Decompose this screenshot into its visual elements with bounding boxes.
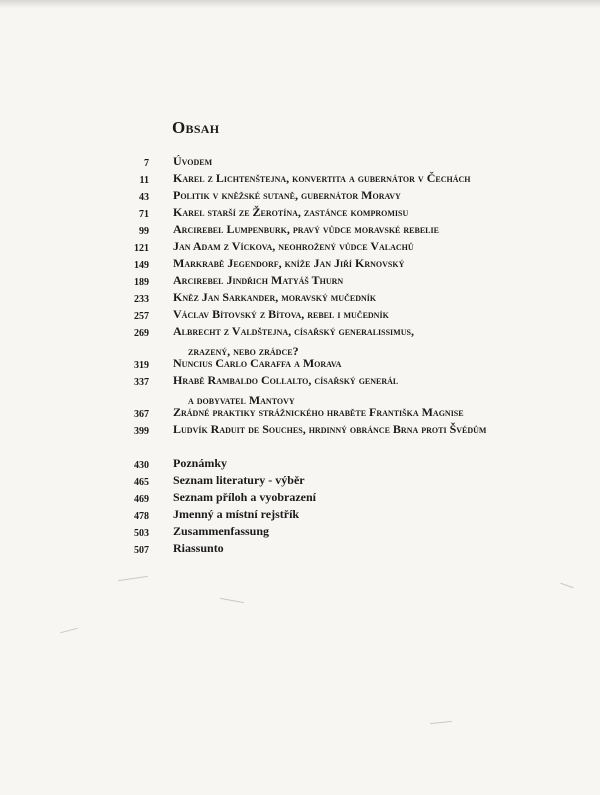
toc-title: Hrabě Rambaldo Collalto, císařský generál	[173, 373, 399, 387]
toc-page-number: 11	[139, 175, 149, 186]
toc-page-number: 337	[134, 377, 149, 388]
scan-speck	[430, 721, 452, 724]
toc-title: Albrecht z Valdštejna, císařský generalissimus,	[173, 324, 414, 338]
toc-title: Markrabě Jegendorf, kníže Jan Jiří Krnovský	[173, 256, 405, 270]
toc-page-number: 367	[134, 409, 149, 420]
toc-title-continuation: a dobyvatel Mantovy	[188, 393, 295, 407]
toc-title: Karel starší ze Žerotína, zastánce kompromisu	[173, 205, 409, 219]
toc-page-number: 99	[139, 226, 149, 237]
toc-appendix-entry	[0, 541, 600, 561]
scan-shadow	[0, 0, 600, 8]
toc-title: Arcirebel Lumpenburk, pravý vůdce moravské rebelie	[173, 222, 439, 236]
toc-title: Nuncius Carlo Caraffa a Morava	[173, 356, 342, 370]
toc-page-number: 233	[134, 294, 149, 305]
toc-page-number: 189	[134, 277, 149, 288]
scan-speck	[118, 576, 148, 581]
toc-title-continuation: zrazený, nebo zrádce?	[188, 344, 299, 358]
toc-title: Jan Adam z Víckova, neohrožený vůdce Valachů	[173, 239, 414, 253]
toc-title: Zrádné praktiky strážnického hraběte Františka Magnise	[173, 405, 464, 419]
page-title: Obsah	[172, 118, 220, 137]
toc-page-number: 507	[134, 545, 149, 556]
toc-page-number: 478	[134, 511, 149, 522]
toc-page-number: 430	[134, 460, 149, 471]
toc-title: Seznam příloh a vyobrazení	[173, 490, 316, 504]
toc-title: Karel z Lichtenštejna, konvertita a gubernátor v Čechách	[173, 171, 471, 185]
toc-page-number: 503	[134, 528, 149, 539]
toc-title: Jmenný a místní rejstřík	[173, 507, 300, 521]
toc-page-number: 43	[139, 192, 149, 203]
toc-page-number: 465	[134, 477, 149, 488]
toc-title: Zusammenfassung	[173, 524, 270, 538]
toc-title: Poznámky	[173, 456, 227, 470]
scan-speck	[220, 598, 244, 603]
toc-title: Seznam literatury - výběr	[173, 473, 305, 487]
toc-page-number: 269	[134, 328, 149, 339]
scan-speck	[60, 628, 78, 634]
toc-title: Kněz Jan Sarkander, moravský mučedník	[173, 290, 377, 304]
toc-title: Arcirebel Jindřich Matyáš Thurn	[173, 273, 344, 287]
toc-entry	[0, 422, 600, 442]
toc-title: Ludvík Raduit de Souches, hrdinný obránce Brna proti Švédům	[173, 422, 487, 436]
toc-page-number: 71	[139, 209, 149, 220]
scan-speck	[560, 583, 573, 589]
toc-title: Riassunto	[173, 541, 224, 555]
toc-page-number: 121	[134, 243, 149, 254]
toc-title: Úvodem	[173, 154, 213, 168]
toc-page-number: 399	[134, 426, 149, 437]
toc-page-number: 469	[134, 494, 149, 505]
toc-title: Politik v kněžské sutaně, gubernátor Moravy	[173, 188, 401, 202]
toc-page-number: 319	[134, 360, 149, 371]
toc-page-number: 7	[144, 158, 149, 169]
toc-title: Václav Bítovský z Bítova, rebel i mučedník	[173, 307, 389, 321]
toc-page-number: 149	[134, 260, 149, 271]
toc-page-number: 257	[134, 311, 149, 322]
